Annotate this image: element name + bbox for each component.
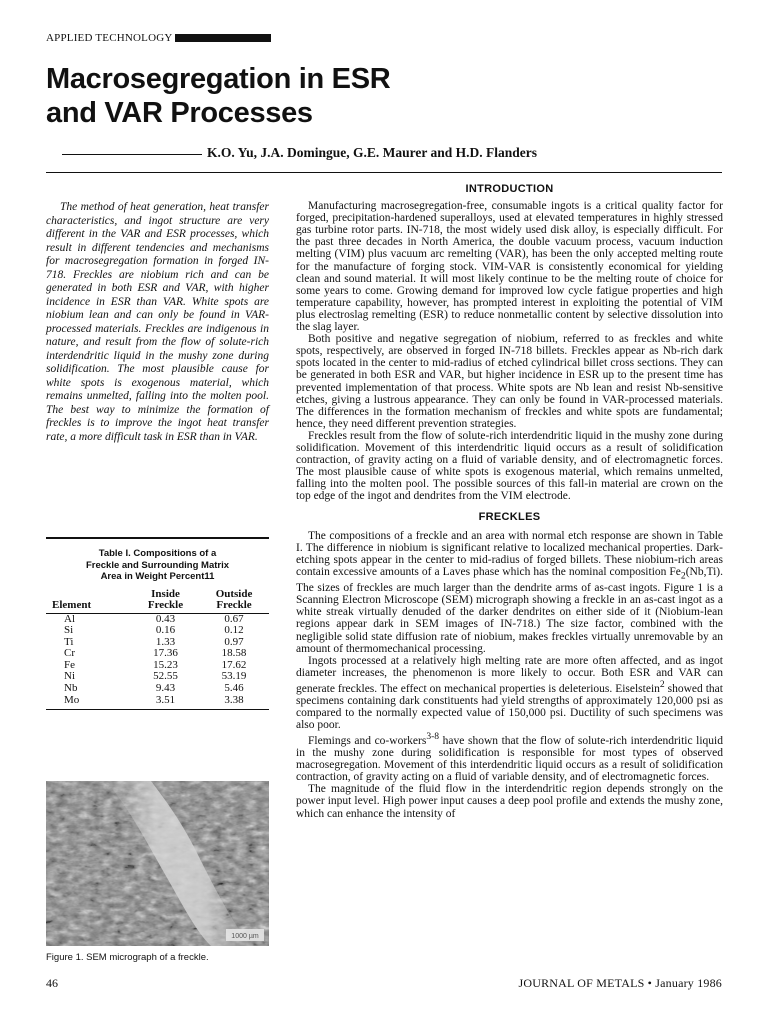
inside-cell: 0.16 xyxy=(155,624,176,637)
table-caption xyxy=(46,548,269,583)
table-header-element: Element xyxy=(46,600,132,614)
sem-micrograph xyxy=(46,781,269,946)
outside-cell: 0.12 xyxy=(224,624,244,637)
freckles-paragraph-4: The magnitude of the fluid flow in the interdendritic region depends strongly on the power input level. High power input causes a deep pool profile and extends the mushy zone, which can enhance the intensity of xyxy=(296,783,723,820)
title-line-1: Macrosegregation in ESR xyxy=(46,63,391,95)
table-caption-line-1: Table I. Compositions of a xyxy=(98,548,217,559)
freckles-paragraph-2 xyxy=(296,655,723,731)
table-header-spacer xyxy=(46,589,132,600)
element-cell: Mo xyxy=(64,693,80,706)
header-divider xyxy=(46,172,722,173)
heading-introduction: INTRODUCTION xyxy=(465,183,554,195)
inside-cell: 3.51 xyxy=(155,693,176,706)
outside-cell: 5.46 xyxy=(224,682,244,695)
freckles-p3-text-a: Flemings and co-workers xyxy=(308,734,427,747)
outside-cell: 3.38 xyxy=(224,693,244,706)
table-row xyxy=(46,625,269,637)
reference-superscript: 3-8 xyxy=(426,731,440,743)
freckles-p1-text-b: (Nb,Ti). The sizes of freckles are much larger than the dendrite arms of as-cast ingots. Figure 1 is a Scanning Electron Microscope (SEM) micrograph showing a freckle in an as-cast ingot as a white streak virtually denuded of the darker dendrites on either side of it (Niobium-lean regions appear dark in SEM images of IN-718.) The size factor, combined with the negligible solid state diffusion rate of niobium, makes freckles virtually unremovable by an amount of thermomechanical processing. xyxy=(296,565,723,655)
table-bottom-rule xyxy=(46,709,269,710)
journal-footer: JOURNAL OF METALS • January 1986 xyxy=(518,976,722,990)
page-number: 46 xyxy=(46,976,58,990)
inside-cell: 1.33 xyxy=(155,635,176,648)
table-row xyxy=(46,683,269,695)
element-cell: Fe xyxy=(64,658,75,671)
freckles-p1-subscript: 2 xyxy=(680,570,686,582)
title-line-2: and VAR Processes xyxy=(46,97,313,129)
authors: K.O. Yu, J.A. Domingue, G.E. Maurer and H.D. Flanders xyxy=(207,145,538,160)
outside-cell: 17.62 xyxy=(221,658,247,671)
section-label-text: APPLIED TECHNOLOGY xyxy=(46,32,173,44)
freckles-p2-text-b: showed that specimens containing dark constituents had yield strengths of approximately 120,000 psi as compared to the normally expected value of 150,000 psi. Ductility of such specimens was also poor. xyxy=(296,682,723,732)
micrograph-image xyxy=(46,781,269,946)
abstract: The method of heat generation, heat transfer characteristics, and ingot structure are very different in the VAR and ESR processes, which result in different tendencies and mechanisms for macrosegregation formation in forged IN-718. Freckles are niobium rich and can be generated in both ESR and VAR, with higher incidence in ESR than VAR. White spots are niobium lean and can only be found in VAR-processed materials. Freckles are indigenous in nature, and result from the flow of solute-rich interdendritic liquid in the mushy zone during solidification. The most plausible cause for white spots is exogenous material, which remains unmelted, falling into the molten pool. The best way to minimize the formation of freckles is to improve the ingot heat transfer rate, a more difficult task in ESR than in VAR. xyxy=(46,201,269,443)
inside-cell: 15.23 xyxy=(153,658,178,671)
composition-table xyxy=(46,589,269,707)
freckles-p1-text-a: The compositions of a freckle and an area with normal etch response are shown in Table I. The difference in niobium is significant relative to localized mechanical properties. Dark-etching spots appear in the center to mid-radius of forged billets. These niobium-rich areas contain excessive amounts of a Laves phase which has the nominal composition Fe xyxy=(296,529,723,578)
reference-superscript: 2 xyxy=(659,678,665,690)
intro-paragraph-3: Freckles result from the flow of solute-rich interdendritic liquid in the mushy zone during solidification. Movement of this interdendritic liquid occurs as a result of solidification contraction, of gravity acting on a fluid of variable density, and of electromagnetic forces. The most plausible cause of white spots is exogenous material, which remains unmelted, falling into the molten pool. The possible sources of this fall-in material are crown on the top edge of the ingot and dendrites from the VIM electrode. xyxy=(296,429,723,503)
section-bar xyxy=(175,34,271,42)
table-header-inside-1: Inside xyxy=(151,587,180,600)
intro-paragraph-2: Both positive and negative segregation of niobium, referred to as freckles and white spots, respectively, are observed in forged IN-718 billets. Freckles appear as Nb-rich dark spots located in the center to mid-radius of etched cylindrical billet cross sections. They can be generated in both ESR and VAR, but higher incidence in ESR up to the present time has prevented implementation of that process. White spots are Nb lean and resist Nb-sensitive etches, giving a lustrous appearance. They can only be found in VAR-processed materials. The differences in the formation mechanism of freckles and white spots are fundamental; hence, they need different prevention strategies. xyxy=(296,333,723,430)
freckles-p2-text-a: Ingots processed at a relatively high melting rate are more often affected, and as ingot diameter increases, the phenomenon is more likely to occur. Both ESR and VAR can generate freckles. The effect on mechanical properties is deleterious. Eiselstein xyxy=(296,654,723,695)
table-header-outside-1: Outside xyxy=(215,587,253,600)
freckles-paragraph-3 xyxy=(296,731,723,783)
inside-cell: 17.36 xyxy=(153,647,178,660)
element-cell: Nb xyxy=(64,682,78,695)
table-top-rule xyxy=(46,537,269,539)
freckles-p3-text-b: have shown that the flow of solute-rich interdendritic liquid in the mushy zone during solidification is responsible for most types of observed macrosegregation. Movement of this interdendritic liquid occurs as a result of solidification contraction, of gravity acting on a fluid of variable density, and of electromagnetic forces. xyxy=(296,734,723,784)
outside-cell: 18.58 xyxy=(221,647,247,660)
element-cell: Cr xyxy=(64,647,75,660)
intro-paragraph-1: Manufacturing macrosegregation-free, consumable ingots is a critical quality factor for forged, precipitation-hardened superalloys, used at elevated temperatures in highly stressed gas turbine rotor parts. IN-718, the most widely used disk alloy, is especially difficult. For the past three decades in North America, the double vacuum process, vacuum induction melting (VIM) plus vacuum arc remelting (VAR), has been the only accepted melting route for the manufacture of forging stock. VIM-VAR is consistently economical for yielding clean and sound material. It will most likely continue to be the melting route of choice for some years to come. Growing demand for improved low cycle fatigue properties and high temperature capability, however, has prompted interest in exploiting the potential of VIM plus electroslag remelting (ESR) to reduce nonmetallic content by selective dissolution into the slag layer. xyxy=(296,200,723,334)
table-caption-line-2: Freckle and Surrounding Matrix xyxy=(85,559,230,571)
element-cell: Al xyxy=(64,612,75,625)
outside-cell: 53.19 xyxy=(221,670,247,683)
table-caption-line-3: Area in Weight Percent11 xyxy=(100,571,215,582)
heading-freckles: FRECKLES xyxy=(478,511,541,524)
table-header-outside-2: Freckle xyxy=(199,600,269,614)
freckles-paragraph-1 xyxy=(296,530,723,655)
element-cell: Ni xyxy=(64,670,75,683)
element-cell: Ti xyxy=(64,635,74,648)
scale-bar-label: 1000 µm xyxy=(231,933,259,940)
inside-cell: 0.43 xyxy=(155,612,176,625)
section-label xyxy=(46,32,271,44)
outside-cell: 0.97 xyxy=(224,635,244,648)
body-column xyxy=(296,183,723,820)
inside-cell: 9.43 xyxy=(155,682,176,695)
table-row xyxy=(46,695,269,707)
figure-caption: Figure 1. SEM micrograph of a freckle. xyxy=(46,952,209,963)
author-rule xyxy=(62,154,202,155)
table-header-inside-2: Freckle xyxy=(132,600,199,614)
outside-cell: 0.67 xyxy=(224,612,244,625)
article-title xyxy=(46,62,390,130)
element-cell: Si xyxy=(64,624,74,637)
inside-cell: 52.55 xyxy=(153,670,178,683)
table-1 xyxy=(46,537,269,710)
